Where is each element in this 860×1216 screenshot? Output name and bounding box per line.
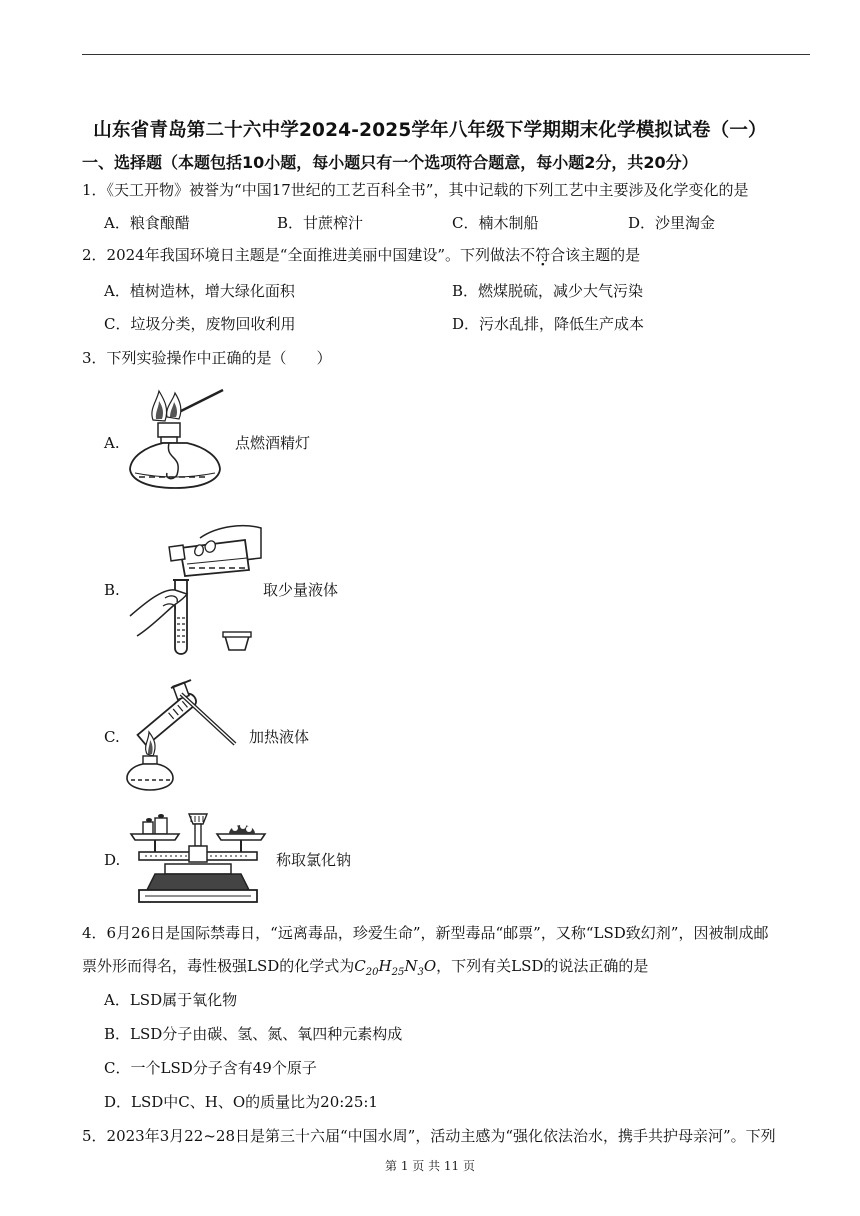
question-3-option-d-letter: D. [104,851,121,869]
formula-subscript-h: 25 [391,967,405,978]
question-2-stem-after: 该主题的是 [565,246,641,264]
formula-subscript-n: 3 [417,967,424,978]
question-3-option-c-letter: C. [104,728,120,746]
question-2-stem [82,245,640,265]
question-2-option-d: D．污水乱排，降低生产成本 [452,315,645,333]
question-4-stem-line-1: 4．6月26日是国际禁毒日，“远离毒品，珍爱生命”，新型毒品“邮票”，又称“LSD致幻剂”，因被制成邮 [82,924,769,942]
question-2-option-a: A．植树造林，增大绿化面积 [104,282,295,300]
question-1-option-b: B．甘蔗榨汁 [277,214,364,232]
question-2-emphasis [520,246,565,264]
question-4-stem-line-2 [82,956,648,983]
chemical-formula [354,957,437,978]
question-3-option-b-letter: B. [104,581,120,599]
formula-element-n: N [404,957,418,975]
formula-element-c: C [354,957,366,975]
question-1-option-c: C．楠木制船 [452,214,539,232]
question-3-option-c-caption: 加热液体 [249,728,310,746]
question-3-stem: 3．下列实验操作中正确的是（ ） [82,349,332,367]
question-3-option-a-caption: 点燃酒精灯 [235,434,311,452]
question-4-stem-before: 票外形而得名，毒性极强LSD的化学式为 [82,957,355,975]
question-3-option-a-letter: A. [104,434,120,452]
emphasis-dots: 不符合 [520,246,566,264]
question-1-option-a: A．粮食酿醋 [104,214,190,232]
formula-subscript-c: 20 [365,967,379,978]
formula-element-o: O [423,957,437,975]
page-title: 山东省青岛第二十六中学2024-2025学年八年级下学期期末化学模拟试卷（一） [93,120,767,141]
question-2-option-c: C．垃圾分类，废物回收利用 [104,315,296,333]
question-3-option-d-caption: 称取氯化钠 [276,851,352,869]
alcohol-lamp-lighting-icon [125,385,225,497]
question-3-option-b-caption: 取少量液体 [263,581,339,599]
question-4-stem-after: ，下列有关LSD的说法正确的是 [436,957,649,975]
formula-element-h: H [378,957,392,975]
question-4-option-d: D．LSD中C、H、O的质量比为20:25:1 [104,1093,378,1111]
heating-test-tube-icon [125,676,245,796]
page-footer: 第 1 页 共 11 页 [385,1159,475,1173]
question-5-stem: 5．2023年3月22~28日是第三十六届“中国水周”，活动主感为“强化依法治水，携手共护母亲河”。下列 [82,1127,776,1145]
pouring-liquid-into-test-tube-icon [125,518,265,658]
question-4-option-a: A．LSD属于氧化物 [104,991,238,1009]
question-4-option-b: B．LSD分子由碳、氢、氮、氧四种元素构成 [104,1025,403,1043]
question-2-option-b: B．燃煤脱硫，减少大气污染 [452,282,644,300]
balance-scale-icon [125,808,270,908]
header-rule [82,54,810,55]
section-heading: 一、选择题（本题包括10小题，每小题只有一个选项符合题意，每小题2分，共20分） [82,153,698,172]
question-1-option-d: D．沙里淘金 [628,214,716,232]
question-2-stem-before: 2．2024年我国环境日主题是“全面推进美丽中国建设”。下列做法 [82,246,521,264]
question-1-stem: 1．《天工开物》被誉为“中国17世纪的工艺百科全书”，其中记载的下列工艺中主要涉及化学变化的是 [82,181,749,199]
question-4-option-c: C．一个LSD分子含有49个原子 [104,1059,317,1077]
